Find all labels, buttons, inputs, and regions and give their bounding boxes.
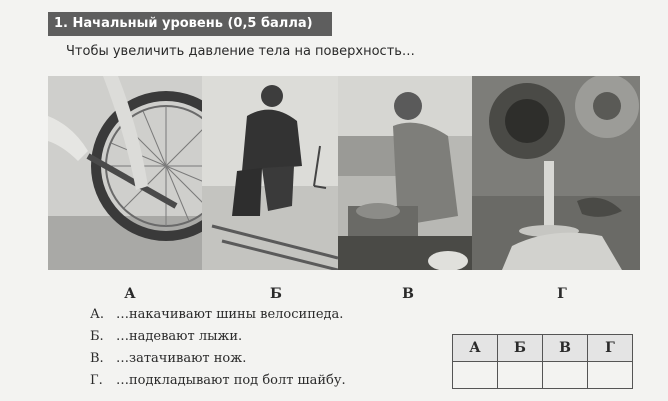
option-text: …подкладывают под болт шайбу. (116, 373, 346, 388)
option-text: …затачивают нож. (116, 351, 247, 366)
option-g (90, 370, 346, 392)
option-key: А. (90, 307, 104, 322)
photo-label-a: А (124, 286, 136, 302)
answer-table (452, 334, 633, 389)
answer-header-a: А (453, 335, 498, 362)
question-prompt: Чтобы увеличить давление тела на поверхность… (66, 44, 415, 59)
photo-skier (202, 76, 338, 270)
photo-label-b: Б (270, 286, 282, 302)
answer-cell-g[interactable] (588, 362, 633, 389)
option-text: …надевают лыжи. (116, 329, 243, 344)
option-key: В. (90, 351, 104, 366)
photo-knife-sharpening (338, 76, 472, 270)
photo-label-g: Г (557, 286, 567, 302)
photo-bolt-washer (472, 76, 640, 270)
answer-cell-a[interactable] (453, 362, 498, 389)
answer-header-g: Г (588, 335, 633, 362)
option-text: …накачивают шины велосипеда. (116, 307, 344, 322)
option-key: Б. (90, 329, 104, 344)
option-b (90, 326, 346, 348)
answer-cell-v[interactable] (543, 362, 588, 389)
photo-bicycle-pump (48, 76, 202, 270)
photo-label-v: В (402, 286, 414, 302)
answer-options (90, 304, 346, 392)
answer-header-v: В (543, 335, 588, 362)
answer-header-b: Б (498, 335, 543, 362)
option-a (90, 304, 346, 326)
option-key: Г. (90, 373, 103, 388)
option-v (90, 348, 346, 370)
section-header: 1. Начальный уровень (0,5 балла) (48, 12, 332, 36)
answer-cell-b[interactable] (498, 362, 543, 389)
photo-strip (48, 76, 640, 270)
